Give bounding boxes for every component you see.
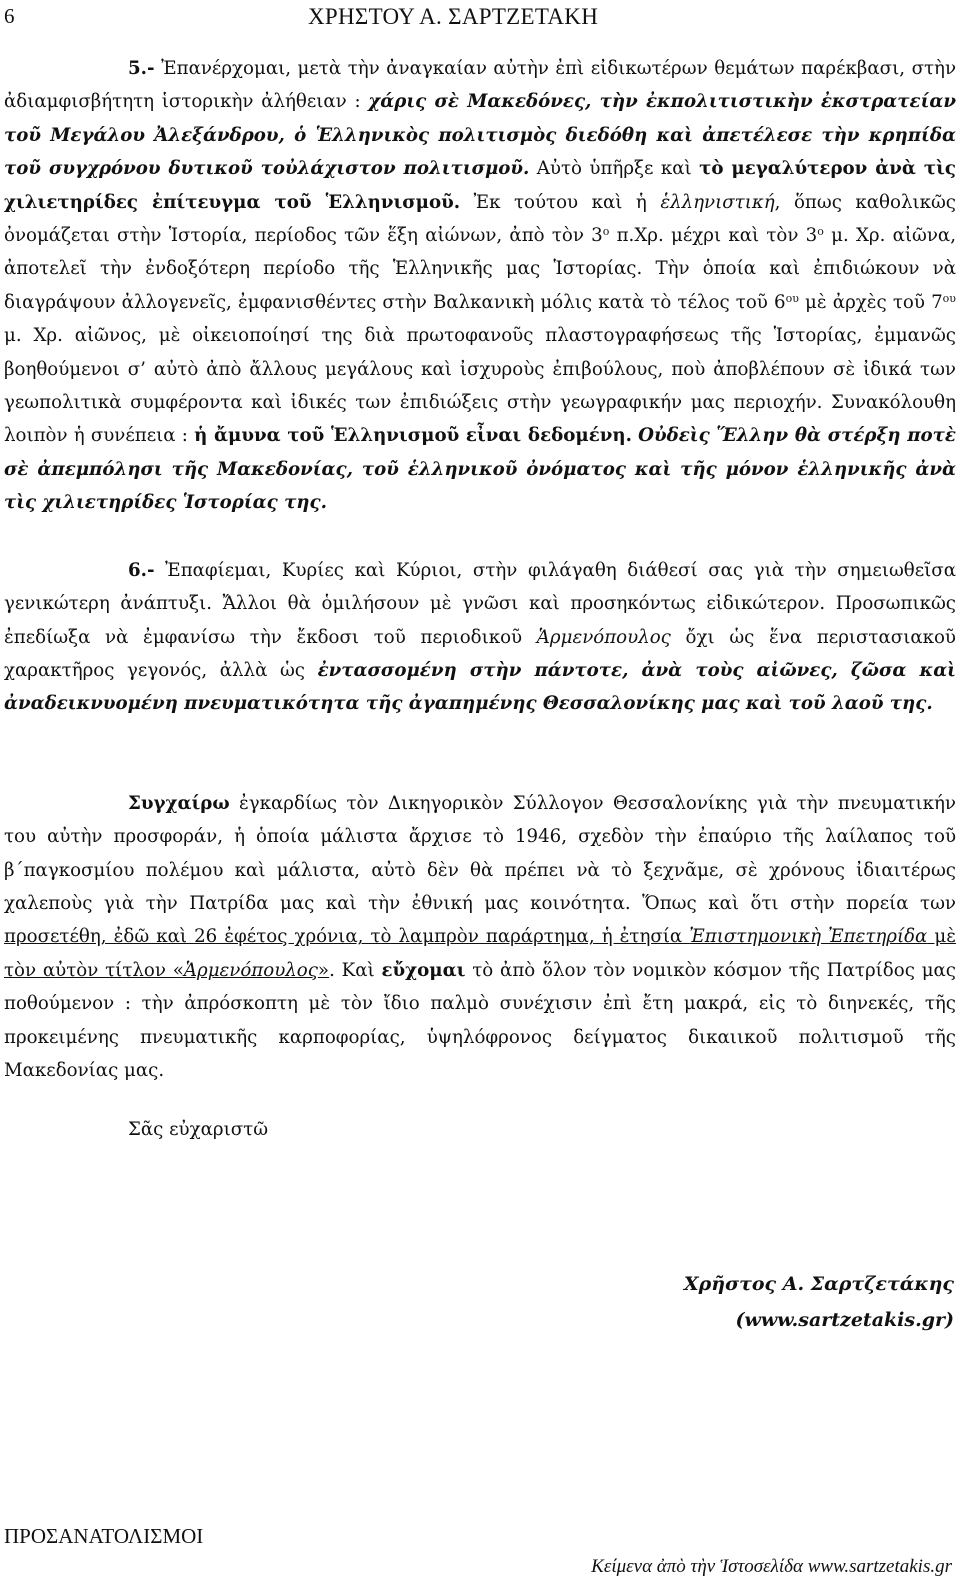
paragraph-gap [4,520,956,554]
paragraph-number: 5.- [128,58,155,79]
document-body [4,52,956,1146]
page-number: 6 [4,4,15,28]
emphasis-text: ἡ ἄμυνα τοῦ Ἑλληνισμοῦ εἶναι δεδομένη. [194,425,632,447]
paragraph-6: 6.- Ἐπαφίεμαι, Κυρίες καὶ Κύριοι, στὴν φιλάγαθη διάθεσί σας γιὰ τὴν σημειωθεῖσα γενικώτερη ἀνάπτυξι. Ἄλλοι θὰ ὁμιλήσουν μὲ γνῶσι καὶ προσηκόντως εἰδικώτερον. Προσωπικῶς ἐπεδίωξα νὰ ἐμφανίσω τὴν ἔκδοσι τοῦ περιοδικοῦ Ἁρμενόπουλος ὄχι ὡς ἕνα περιστασιακοῦ χαρακτῆρος γεγονός, ἀλλὰ ὡς ἐντασσομένη στὴν πάντοτε, ἀνὰ τοὺς αἰῶνες, ζῶσα καὶ ἀναδεικνυομένη πνευματικότητα τῆς ἀγαπημένης Θεσσαλονίκης μας καὶ τοῦ λαοῦ της. [4,559,956,715]
paragraph-gap [4,721,956,754]
footer-source: Κείμενα ἀπὸ τὴν Ἱστοσελίδα www.sartzetakis.gr [591,1556,952,1577]
emphasis-text: εὔχομαι [381,959,466,981]
signature-name: Χρῆστος Α. Σαρτζετάκης [683,1273,954,1295]
paragraph-gap [4,754,956,787]
emphasis-text: ἐντασσομένη στὴν πάντοτε, ἀνὰ τοὺς αἰῶνες, ζῶσα καὶ ἀναδεικνυομένη πνευματικότητα τῆς ἀγαπημένης Θεσσαλονίκης μας καὶ τοῦ λαοῦ της. [4,659,956,715]
signature-block [684,1266,954,1338]
paragraph-5: 5.- Ἐπανέρχομαι, μετὰ τὴν ἀναγκαίαν αὐτὴν ἐπὶ εἰδικωτέρων θεμάτων παρέκβασι, στὴν ἀδιαμφισβήτητη ἱστορικὴν ἀλήθειαν : χάρις σὲ Μακεδόνες, τὴν ἐκπολιτιστικὴν ἐκστρατείαν τοῦ Μεγάλου Ἀλεξάνδρου, ὁ Ἑλληνικὸς πολιτισμὸς διεδόθη καὶ ἀπετέλεσε τὴν κρηπίδα τοῦ συγχρόνου δυτικοῦ τοὐλάχιστον πολιτισμοῦ. Αὐτὸ ὑπῆρξε καὶ τὸ μεγαλύτερον ἀνὰ τὶς χιλιετηρίδες ἐπίτευγμα τοῦ Ἑλληνισμοῦ. Ἐκ τούτου καὶ ἡ ἑλληνιστική, ὅπως καθολικῶς ὀνομάζεται στὴν Ἱστορία, περίοδος τῶν ἕξη αἰώνων, ἀπὸ τὸν $3^o$ π.Χρ. μέχρι καὶ τὸν $3^o$ μ. Χρ. αἰῶνα, ἀποτελεῖ τὴν ἐνδοξότερη περίοδο τῆς Ἑλληνικῆς μας Ἱστορίας. Τὴν ὁποία καὶ ἐπιδιώκουν νὰ διαγράψουν ἀλλογενεῖς, ἐμφανισθέντες στὴν Βαλκανικὴ μόλις κατὰ τὸ τέλος τοῦ $6^{o\upsilon}$ μὲ ἀρχὲς τοῦ $7^{o\upsilon}$ μ. Χρ. αἰῶνος, μὲ οἰκειοποίησί της διὰ πρωτοφανοῦς πλαστογραφήσεως τῆς Ἱστορίας, ἐμμανῶς βοηθούμενοι σ’ αὐτὸ ἀπὸ ἄλλους μεγάλους καὶ ἰσχυροὺς ἐπιβούλους, ποὺ ἀποβλέπουν σὲ ἰδικά των γεωπολιτικὰ συμφέροντα καὶ ἰδικές των ἐπιδιώξεις στὴν γεωγραφικήν μας περιοχήν. Συνακόλουθη λοιπὸν ἡ συνέπεια : ἡ ἄμυνα τοῦ Ἑλληνισμοῦ εἶναι δεδομένη. Οὐδεὶς Ἕλλην θὰ στέρξη ποτὲ σὲ ἀπεμπόλησι τῆς Μακεδονίας, τοῦ ἑλληνικοῦ ὀνόματος καὶ τῆς μόνον ἑλληνικῆς ἀνὰ τὶς χιλιετηρίδες Ἱστορίας της. [4,58,957,514]
emphasis-text: Συγχαίρω [128,792,230,814]
emphasis-text: χάρις σὲ Μακεδόνες, τὴν ἐκπολιτιστικὴν ἐκστρατείαν τοῦ Μεγάλου Ἀλεξάνδρου, ὁ Ἑλληνικὸς πολιτισμὸς διεδόθη καὶ ἀπετέλεσε τὴν κρηπίδα τοῦ συγχρόνου δυτικοῦ τοὐλάχιστον πολιτισμοῦ. [4,91,957,180]
signature-website: (www.sartzetakis.gr) [735,1309,954,1331]
page-header [0,0,960,42]
footer-title: ΠΡΟΣΑΝΑΤΟΛΙΣΜΟΙ [4,1524,204,1548]
emphasis-text: τὸ μεγαλύτερον ἀνὰ τὶς χιλιετηρίδες ἐπίτευγμα τοῦ Ἑλληνισμοῦ. [4,158,956,213]
paragraph-7: Συγχαίρω ἐγκαρδίως τὸν Δικηγορικὸν Σύλλογον Θεσσαλονίκης γιὰ τὴν πνευματικήν του αὐτὴν προσφοράν, ἡ ὁποία μάλιστα ἄρχισε τὸ 1946, σχεδὸν τὴν ἐπαύριο τῆς λαίλαπος τοῦ β΄παγκοσμίου πολέμου καὶ μάλιστα, αὐτὸ δὲν θὰ πρέπει νὰ τὸ ξεχνᾶμε, σὲ χρόνους ἰδιαιτέρως χαλεποὺς γιὰ τὴν Πατρίδα μας καὶ τὴν ἐθνική μας κοινότητα. Ὅπως καὶ ὅτι στὴν πορεία των προσετέθη, ἐδῶ καὶ 26 ἐφέτος χρόνια, τὸ λαμπρὸν παράρτημα, ἡ ἐτησία Ἐπιστημονικὴ Ἐπετηρίδα μὲ τὸν αὐτὸν τίτλον «Ἁρμενόπουλος». Καὶ εὔχομαι τὸ ἀπὸ ὅλον τὸν νομικὸν κόσμον τῆς Πατρίδος μας ποθούμενον : τὴν ἀπρόσκοπτη μὲ τὸν ἴδιο παλμὸ συνέχισιν ἐπὶ ἔτη μακρά, εἰς τὸ διηνεκές, τῆς προκειμένης πνευματικῆς καρποφορίας, ὑψηλόφρονος δείγματος δικαιικοῦ πολιτισμοῦ τῆς Μακεδονίας μας. [4,792,956,1081]
paragraph-number: 6.- [128,559,155,581]
emphasis-text: Οὐδεὶς Ἕλλην θὰ στέρξη ποτὲ σὲ ἀπεμπόλησι τῆς Μακεδονίας, τοῦ ἑλληνικοῦ ὀνόματος καὶ τῆς μόνον ἑλληνικῆς ἀνὰ τὶς χιλιετηρίδες Ἱστορίας της. [4,425,956,514]
closing-line: Σᾶς εὐχαριστῶ [128,1119,269,1141]
running-head: ΧΡΗΣΤΟΥ Α. ΣΑΡΤΖΕΤΑΚΗ [308,4,599,29]
